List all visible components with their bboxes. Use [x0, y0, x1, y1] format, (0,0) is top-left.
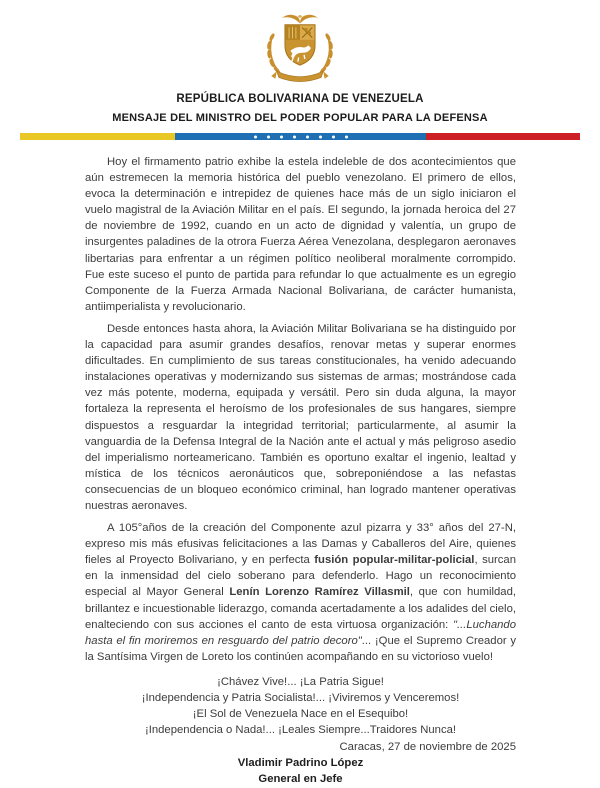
flag-star-icon [267, 135, 270, 138]
flag-star-icon [293, 135, 296, 138]
document-subtitle: MENSAJE DEL MINISTRO DEL PODER POPULAR PARA LA DEFENSA [112, 112, 488, 124]
paragraph-2 [85, 321, 516, 514]
paragraph-3-run-1: A 105°años de la creación del Componente azul pizarra y 33° años del 27-N, expreso mis más efusivas felicitaciones a las Damas y Caballeros del Aire, quienes fieles al Proyecto Bolivariano, y en perfecta [85, 522, 516, 567]
signature-title: General en Jefe [258, 773, 343, 786]
flag-blue-stripe [175, 133, 426, 140]
flag-star-icon [254, 135, 257, 138]
flag-red-stripe [426, 133, 580, 140]
slogan-line-2: ¡Independencia y Patria Socialista!... ¡Viviremos y Venceremos! [141, 692, 460, 704]
document-title: REPÚBLICA BOLIVARIANA DE VENEZUELA [176, 93, 424, 105]
paragraph-3-run-7: ... ¡Que el Supremo Creador y la Santísima Virgen de Loreto los continúen acompañando en su victorioso vuelo! [85, 634, 516, 663]
slogan-line-4: ¡Independencia o Nada!... ¡Leales Siempre...Traidores Nunca! [144, 724, 457, 737]
paragraph-3-run-6: "...Luchando hasta el fin moriremos en resguardo del patrio decoro" [85, 618, 516, 647]
slogan-line-1: ¡Chávez Vive!... ¡La Patria Sigue! [217, 675, 384, 688]
flag-star-icon [332, 135, 335, 138]
paragraph-3 [85, 520, 516, 665]
paragraph-2-run-1: Desde entonces hasta ahora, la Aviación Militar Bolivariana se ha distinguido por la capacidad para asumir grandes desafíos, renovar metas y superar enormes dificultades. En cumplimiento de sus tareas constitucionales, ha venido adecuando instalaciones operativas y modernizando sus sistemas de armas; mostrándose cada vez más potente, moderna, equipada y versátil. Pero sin duda alguna, la mayor fortaleza la representa el heroísmo de los profesionales de sus hangares, siempre dispuestos a resguardar la integridad territorial; particularmente, al asumir la vanguardia de la Defensa Integral de la Nación ante el actual y más peligroso asedio del imperialismo norteamericano. También es oportuno exaltar el ingenio, lealtad y mística de los técnicos aeronáuticos que, sobreponiéndose a las nefastas consecuencias de un bloqueo económico criminal, han logrado mantener operativas nuestras aeronaves. [85, 322, 516, 512]
flag-bar [20, 133, 580, 140]
letter-body [0, 140, 600, 788]
flag-star-icon [306, 135, 309, 138]
signature-name: Vladimir Padrino López [237, 757, 364, 770]
paragraph-3-run-2: fusión popular-militar-policial [314, 554, 475, 567]
flag-star-icon [319, 135, 322, 138]
slogan-line-3: ¡El Sol de Venezuela Nace en el Esequibo! [192, 708, 409, 721]
paragraph-3-run-3: , surcan en la inmensidad del cielo soberano para defenderlo. Hago un reconocimiento especial al Mayor General [85, 554, 516, 599]
body-paragraphs [85, 154, 516, 665]
emblem-container [0, 8, 600, 88]
signature-block [85, 755, 516, 787]
paragraph-3-run-5: , que con humildad, brillantez e incuestionable liderazgo, comanda acertadamente a los adalides del cielo, enalteciendo con sus acciones el canto de esta virtuosa organización: [85, 586, 516, 631]
flag-star-icon [345, 135, 348, 138]
flag-yellow-stripe [20, 133, 175, 140]
venezuela-coat-of-arms-icon [259, 8, 341, 88]
paragraph-3-run-4: Lenín Lorenzo Ramírez Villasmil [229, 586, 410, 599]
slogan-block [85, 674, 516, 738]
flag-stars [254, 135, 348, 138]
paragraph-1 [85, 154, 516, 315]
paragraph-1-run-1: Hoy el firmamento patrio exhibe la estela indeleble de dos acontecimientos que aún estremecen la memoria histórica del pueblo venezolano. El primero de ellos, evoca la determinación e intrepidez de quienes hace más de un siglo iniciaron el vuelo magistral de la Aviación Militar en el país. El segundo, la jornada heroica del 27 de noviembre de 1992, cuando en un acto de dignidad y valentía, un grupo de insurgentes paladines de la otrora Fuerza Aérea Venezolana, desplegaron aeronaves libertarias para enfrentar a un régimen político neoliberal moralmente corrompido. Fue este suceso el punto de partida para refundar lo que actualmente es un egregio Componente de la Fuerza Armada Nacional Bolivariana, de carácter humanista, antiimperialista y revolucionario. [85, 156, 516, 313]
dateline: Caracas, 27 de noviembre de 2025 [339, 740, 516, 753]
flag-star-icon [280, 135, 283, 138]
